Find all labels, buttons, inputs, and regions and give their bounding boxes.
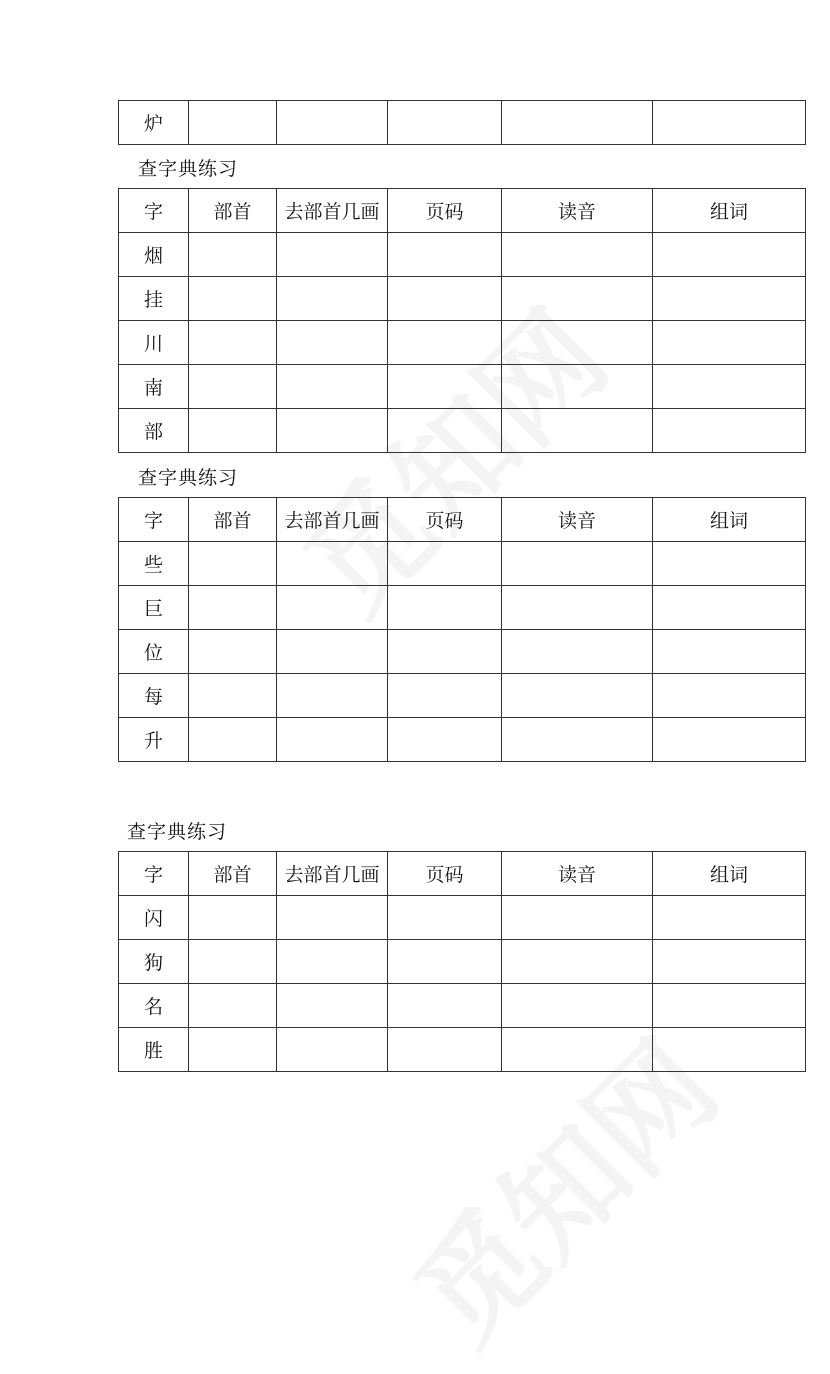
strokes-cell[interactable] bbox=[277, 409, 388, 453]
dictionary-table-2 bbox=[118, 497, 806, 762]
pronunciation-cell[interactable] bbox=[502, 586, 653, 630]
strokes-cell[interactable] bbox=[277, 277, 388, 321]
page-cell[interactable] bbox=[388, 409, 502, 453]
word-cell[interactable] bbox=[653, 586, 806, 630]
char-cell: 炉 bbox=[119, 101, 189, 145]
strokes-cell[interactable] bbox=[277, 630, 388, 674]
header-pronunciation: 读音 bbox=[502, 189, 653, 233]
header-words: 组词 bbox=[653, 498, 806, 542]
section-title: 查字典练习 bbox=[138, 467, 239, 489]
page-cell[interactable] bbox=[388, 233, 502, 277]
char-cell: 挂 bbox=[119, 277, 189, 321]
pronunciation-cell[interactable] bbox=[502, 277, 653, 321]
header-words: 组词 bbox=[653, 189, 806, 233]
word-cell[interactable] bbox=[653, 233, 806, 277]
radical-cell[interactable] bbox=[189, 321, 277, 365]
page-cell[interactable] bbox=[388, 365, 502, 409]
char-cell: 每 bbox=[119, 674, 189, 718]
radical-cell[interactable] bbox=[189, 630, 277, 674]
header-radical: 部首 bbox=[189, 189, 277, 233]
word-cell[interactable] bbox=[653, 984, 806, 1028]
radical-cell[interactable] bbox=[189, 896, 277, 940]
radical-cell[interactable] bbox=[189, 233, 277, 277]
header-strokes: 去部首几画 bbox=[277, 852, 388, 896]
char-cell: 烟 bbox=[119, 233, 189, 277]
table-row bbox=[119, 984, 806, 1028]
strokes-cell[interactable] bbox=[277, 365, 388, 409]
word-cell[interactable] bbox=[653, 940, 806, 984]
radical-cell[interactable] bbox=[189, 277, 277, 321]
radical-cell[interactable] bbox=[189, 542, 277, 586]
table-row bbox=[119, 542, 806, 586]
word-cell[interactable] bbox=[653, 365, 806, 409]
char-cell: 闪 bbox=[119, 896, 189, 940]
table-row bbox=[119, 630, 806, 674]
header-char: 字 bbox=[119, 189, 189, 233]
section-title: 查字典练习 bbox=[138, 158, 239, 180]
radical-cell[interactable] bbox=[189, 674, 277, 718]
page-cell[interactable] bbox=[388, 277, 502, 321]
table-row bbox=[119, 321, 806, 365]
radical-cell[interactable] bbox=[189, 101, 277, 145]
strokes-cell[interactable] bbox=[277, 1028, 388, 1072]
page-cell[interactable] bbox=[388, 542, 502, 586]
table-row bbox=[119, 896, 806, 940]
word-cell[interactable] bbox=[653, 277, 806, 321]
strokes-cell[interactable] bbox=[277, 233, 388, 277]
char-cell: 名 bbox=[119, 984, 189, 1028]
page-cell[interactable] bbox=[388, 321, 502, 365]
pronunciation-cell[interactable] bbox=[502, 940, 653, 984]
char-cell: 部 bbox=[119, 409, 189, 453]
strokes-cell[interactable] bbox=[277, 674, 388, 718]
header-strokes: 去部首几画 bbox=[277, 498, 388, 542]
page-cell[interactable] bbox=[388, 896, 502, 940]
strokes-cell[interactable] bbox=[277, 940, 388, 984]
header-char: 字 bbox=[119, 498, 189, 542]
page-cell[interactable] bbox=[388, 1028, 502, 1072]
top-partial-table bbox=[118, 100, 806, 145]
strokes-cell[interactable] bbox=[277, 542, 388, 586]
header-page: 页码 bbox=[388, 852, 502, 896]
radical-cell[interactable] bbox=[189, 586, 277, 630]
header-pronunciation: 读音 bbox=[502, 498, 653, 542]
pronunciation-cell[interactable] bbox=[502, 1028, 653, 1072]
table-row bbox=[119, 277, 806, 321]
strokes-cell[interactable] bbox=[277, 718, 388, 762]
strokes-cell[interactable] bbox=[277, 586, 388, 630]
radical-cell[interactable] bbox=[189, 1028, 277, 1072]
radical-cell[interactable] bbox=[189, 718, 277, 762]
page-cell[interactable] bbox=[388, 718, 502, 762]
pronunciation-cell[interactable] bbox=[502, 630, 653, 674]
pronunciation-cell[interactable] bbox=[502, 674, 653, 718]
char-cell: 川 bbox=[119, 321, 189, 365]
word-cell[interactable] bbox=[653, 674, 806, 718]
pronunciation-cell[interactable] bbox=[502, 409, 653, 453]
header-words: 组词 bbox=[653, 852, 806, 896]
radical-cell[interactable] bbox=[189, 409, 277, 453]
table-row bbox=[119, 586, 806, 630]
pronunciation-cell[interactable] bbox=[502, 542, 653, 586]
header-row bbox=[119, 498, 806, 542]
header-page: 页码 bbox=[388, 498, 502, 542]
char-cell: 狗 bbox=[119, 940, 189, 984]
table-row bbox=[119, 409, 806, 453]
char-cell: 位 bbox=[119, 630, 189, 674]
page-cell[interactable] bbox=[388, 630, 502, 674]
header-row bbox=[119, 852, 806, 896]
strokes-cell[interactable] bbox=[277, 101, 388, 145]
section-title: 查字典练习 bbox=[127, 821, 228, 843]
radical-cell[interactable] bbox=[189, 365, 277, 409]
strokes-cell[interactable] bbox=[277, 984, 388, 1028]
page-cell[interactable] bbox=[388, 984, 502, 1028]
pronunciation-cell[interactable] bbox=[502, 365, 653, 409]
table-row bbox=[119, 940, 806, 984]
word-cell[interactable] bbox=[653, 542, 806, 586]
header-row bbox=[119, 189, 806, 233]
word-cell[interactable] bbox=[653, 718, 806, 762]
pronunciation-cell[interactable] bbox=[502, 718, 653, 762]
dictionary-table-1 bbox=[118, 188, 806, 453]
page-cell[interactable] bbox=[388, 940, 502, 984]
header-radical: 部首 bbox=[189, 852, 277, 896]
header-strokes: 去部首几画 bbox=[277, 189, 388, 233]
word-cell[interactable] bbox=[653, 630, 806, 674]
page-cell[interactable] bbox=[388, 586, 502, 630]
char-cell: 巨 bbox=[119, 586, 189, 630]
word-cell[interactable] bbox=[653, 409, 806, 453]
word-cell[interactable] bbox=[653, 1028, 806, 1072]
header-char: 字 bbox=[119, 852, 189, 896]
table-row bbox=[119, 365, 806, 409]
char-cell: 胜 bbox=[119, 1028, 189, 1072]
pronunciation-cell[interactable] bbox=[502, 101, 653, 145]
pronunciation-cell[interactable] bbox=[502, 233, 653, 277]
pronunciation-cell[interactable] bbox=[502, 984, 653, 1028]
header-page: 页码 bbox=[388, 189, 502, 233]
table-row bbox=[119, 233, 806, 277]
header-pronunciation: 读音 bbox=[502, 852, 653, 896]
radical-cell[interactable] bbox=[189, 940, 277, 984]
dictionary-table-3 bbox=[118, 851, 806, 1072]
table-row bbox=[119, 674, 806, 718]
table-row bbox=[119, 718, 806, 762]
char-cell: 升 bbox=[119, 718, 189, 762]
char-cell: 南 bbox=[119, 365, 189, 409]
char-cell: 些 bbox=[119, 542, 189, 586]
word-cell[interactable] bbox=[653, 896, 806, 940]
word-cell[interactable] bbox=[653, 101, 806, 145]
page-cell[interactable] bbox=[388, 101, 502, 145]
table-row bbox=[119, 1028, 806, 1072]
pronunciation-cell[interactable] bbox=[502, 896, 653, 940]
word-cell[interactable] bbox=[653, 321, 806, 365]
strokes-cell[interactable] bbox=[277, 896, 388, 940]
page-cell[interactable] bbox=[388, 674, 502, 718]
pronunciation-cell[interactable] bbox=[502, 321, 653, 365]
radical-cell[interactable] bbox=[189, 984, 277, 1028]
table-row bbox=[119, 101, 806, 145]
strokes-cell[interactable] bbox=[277, 321, 388, 365]
header-radical: 部首 bbox=[189, 498, 277, 542]
